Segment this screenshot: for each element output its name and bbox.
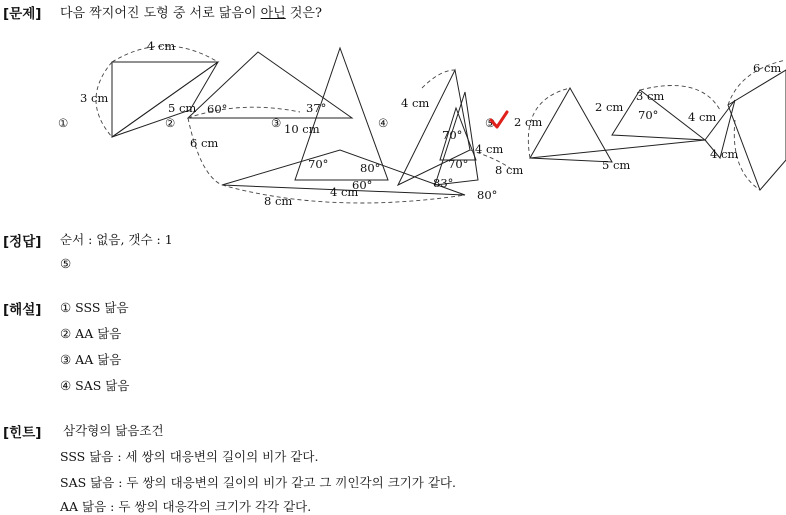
- figure-pair-1: [58, 39, 218, 137]
- f2-label-side: 5 cm: [168, 101, 197, 115]
- f3-label-angle-60: 60°: [352, 178, 373, 192]
- f4-label-angle-70b: 70°: [448, 157, 469, 171]
- explanation-item: ③ AA 닮음: [60, 352, 122, 367]
- f3-label-angle-70: 70°: [308, 157, 329, 171]
- f4-label-right: 4 cm: [475, 142, 504, 156]
- f5-label-side-2a: 2 cm: [595, 100, 624, 114]
- f2-label-angle: 60°: [207, 102, 228, 116]
- f5-line-base: [530, 140, 705, 158]
- problem-tag: [문제]: [3, 6, 42, 22]
- figure-pair-4: [378, 70, 523, 202]
- problem-text-emphasis: 아닌: [260, 6, 286, 21]
- f1-label-left: 3 cm: [80, 91, 109, 105]
- explanation-tag: [해설]: [3, 302, 42, 318]
- hint-line: AA 닮음 : 두 쌍의 대응각의 크기가 각각 같다.: [60, 499, 312, 514]
- problem-text-before: 다음 짝지어진 도형 중 서로 닮음이: [60, 6, 261, 21]
- triangle-figures: [0, 0, 786, 220]
- f5-label-angle: 70°: [638, 108, 659, 122]
- problem-text-after: 것은?: [285, 6, 322, 21]
- f3-label-bottom: 4 cm: [330, 185, 359, 199]
- f1-label-top: 4 cm: [147, 39, 176, 53]
- f4-label-angle-70a: 70°: [442, 128, 463, 142]
- figure-pair-5: [485, 60, 786, 190]
- answer-line-1: 순서 : 없음, 갯수 : 1: [60, 232, 173, 247]
- marker-4: ④: [378, 116, 389, 130]
- explanation-item: ④ SAS 닮음: [60, 378, 130, 393]
- f2-label-left: 6 cm: [190, 136, 219, 150]
- hint-title: 삼각형의 닮음조건: [63, 423, 164, 438]
- hint-line: SAS 닮음 : 두 쌍의 대응변의 길이의 비가 같고 그 끼인각의 크기가 같다.: [60, 475, 456, 490]
- f2-label-bottom: 8 cm: [264, 194, 293, 208]
- f5-label-side-5: 5 cm: [602, 158, 631, 172]
- f3-label-angle-80: 80°: [360, 161, 381, 175]
- f4-label-angle-83: 83°: [433, 176, 454, 190]
- f4-label-bottom: 8 cm: [495, 163, 524, 177]
- f5-label-side-4a: 4 cm: [688, 110, 717, 124]
- f5-label-side-6: 6 cm: [753, 61, 782, 75]
- f2-arc-top: [188, 107, 300, 118]
- f2-arc-left: [188, 118, 222, 185]
- f4-label-side: 4 cm: [401, 96, 430, 110]
- marker-1: ①: [58, 116, 69, 130]
- f3-label-side: 10 cm: [284, 122, 320, 136]
- f4-label-angle-80: 80°: [477, 188, 498, 202]
- answer-line-2: ⑤: [60, 256, 72, 271]
- figure-pair-2-3: [165, 48, 465, 208]
- f5-label-side-4b: 4 cm: [710, 147, 739, 161]
- f5-polygon-d: [728, 70, 786, 190]
- answer-tag: [정답]: [3, 234, 42, 250]
- explanation-item: ② AA 닮음: [60, 326, 122, 341]
- f3-label-angle-top: 37°: [306, 101, 327, 115]
- hint-tag: [힌트]: [3, 425, 42, 441]
- hint-line: SSS 닮음 : 세 쌍의 대응변의 길이의 비가 같다.: [60, 449, 319, 464]
- marker-2: ②: [165, 116, 176, 130]
- f5-label-side-3: 3 cm: [636, 89, 665, 103]
- marker-3: ③: [271, 116, 282, 130]
- f5-label-side-2b: 2 cm: [514, 115, 543, 129]
- marker-5: ⑤: [485, 116, 496, 130]
- explanation-item: ① SSS 닮음: [60, 300, 129, 315]
